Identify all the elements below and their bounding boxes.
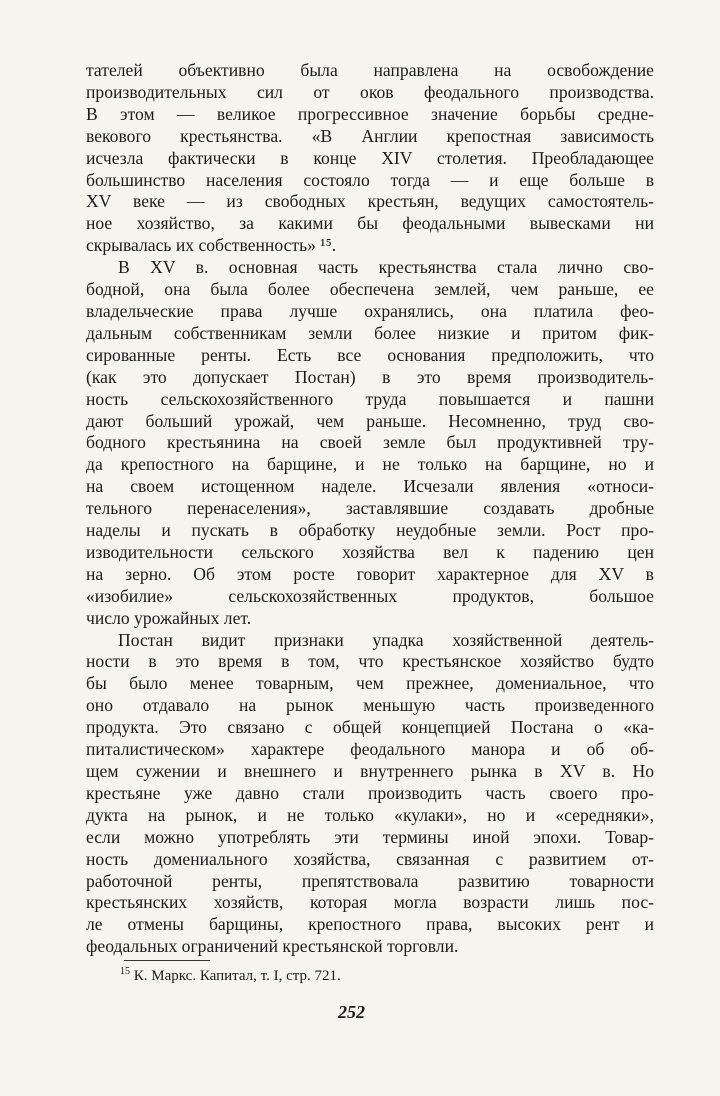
text-line: дальным собственникам земли более низкие и притом фик- [86, 322, 654, 343]
text-line: на зерно. Об этом росте говорит характерное для XV в [86, 563, 654, 584]
page-body [86, 60, 654, 958]
text-line: «изобилие» сельскохозяйственных продуктов, большое [86, 585, 654, 606]
text-line: наделы и пускать в обработку неудобные земли. Рост про- [86, 520, 654, 541]
paragraph-2 [86, 257, 654, 629]
footnote-text: К. Маркс. Капитал, т. I, стр. 721. [133, 968, 341, 984]
text-line: тельного перенаселения», заставлявшие создавать дробные [86, 498, 654, 519]
text-line: (как это допускает Постан) в это время производитель- [86, 366, 654, 387]
text-line: Постан видит признаки упадка хозяйственной деятель- [118, 629, 654, 650]
text-line: бы было менее товарным, чем прежнее, домениальное, что [86, 673, 654, 694]
paragraph-3 [86, 630, 654, 959]
text-line: оно отдавало на рынок меньшую часть произведенного [86, 695, 654, 716]
text-line: векового крестьянства. «В Англии крепостная зависимость [86, 125, 654, 146]
footnote-number: 15 [120, 966, 130, 977]
text-line: крестьянских хозяйств, которая могла возрасти лишь пос- [86, 892, 654, 913]
text-line: сированные ренты. Есть все основания предположить, что [86, 344, 654, 365]
text-line: ное хозяйство, за какими бы феодальными вывесками ни [86, 213, 654, 234]
text-line: В XV в. основная часть крестьянства стала лично сво- [118, 257, 654, 278]
text-line: ле отмены барщины, крепостного права, высоких рент и [86, 914, 654, 935]
text-line: В этом — великое прогрессивное значение борьбы средне- [86, 103, 654, 124]
text-line: бодной, она была более обеспечена землей, чем раньше, ее [86, 279, 654, 300]
text-line: питалистическом» характере феодального манора и об об- [86, 739, 654, 760]
text-line: щем сужении и внешнего и внутреннего рынка в XV в. Но [86, 761, 654, 781]
text-line: продукта. Это связано с общей концепцией Постана о «ка- [86, 717, 654, 738]
text-line: изводительности сельского хозяйства вел к падению цен [86, 541, 654, 562]
text-line: феодальных ограничений крестьянской торговли. [86, 936, 459, 957]
footnote [120, 966, 341, 985]
text-line: ности в это время в том, что крестьянское хозяйство будто [86, 651, 654, 672]
page-number: 252 [338, 1002, 365, 1022]
text-line: владельческие права лучше охранялись, она платила фео- [86, 300, 654, 321]
text-line: число урожайных лет. [86, 607, 252, 628]
text-line: да крепостного на барщине, и не только на барщине, но и [86, 454, 654, 475]
text-line: тателей объективно была направлена на освобождение [86, 60, 654, 80]
footnote-rule [124, 960, 210, 961]
text-line: дукта на рынок, и не только «кулаки», но и «середняки», [86, 804, 654, 825]
text-line: на своем истощенном наделе. Исчезали явления «относи- [86, 476, 654, 497]
text-line: производительных сил от оков феодального производства. [86, 81, 654, 102]
text-line: XV веке — из свободных крестьян, ведущих самостоятель- [86, 191, 654, 212]
text-line: если можно употреблять эти термины иной эпохи. Товар- [86, 826, 654, 847]
text-line: скрывалась их собственность» ¹⁵. [86, 235, 337, 256]
text-line: работочной ренты, препятствовала развитию товарности [86, 870, 654, 891]
paragraph-1 [86, 60, 654, 257]
text-line: исчезла фактически в конце XIV столетия. Преобладающее [86, 147, 654, 168]
text-line: большинство населения состояло тогда — и еще больше в [86, 169, 654, 190]
text-line: дают больший урожай, чем раньше. Несомненно, труд сво- [86, 410, 654, 431]
text-line: бодного крестьянина на своей земле был продуктивней тру- [86, 432, 654, 453]
text-line: крестьяне уже давно стали производить часть своего про- [86, 782, 654, 803]
text-line: ность сельскохозяйственного труда повышается и пашни [86, 388, 654, 409]
text-line: ность домениального хозяйства, связанная с развитием от- [86, 848, 654, 869]
